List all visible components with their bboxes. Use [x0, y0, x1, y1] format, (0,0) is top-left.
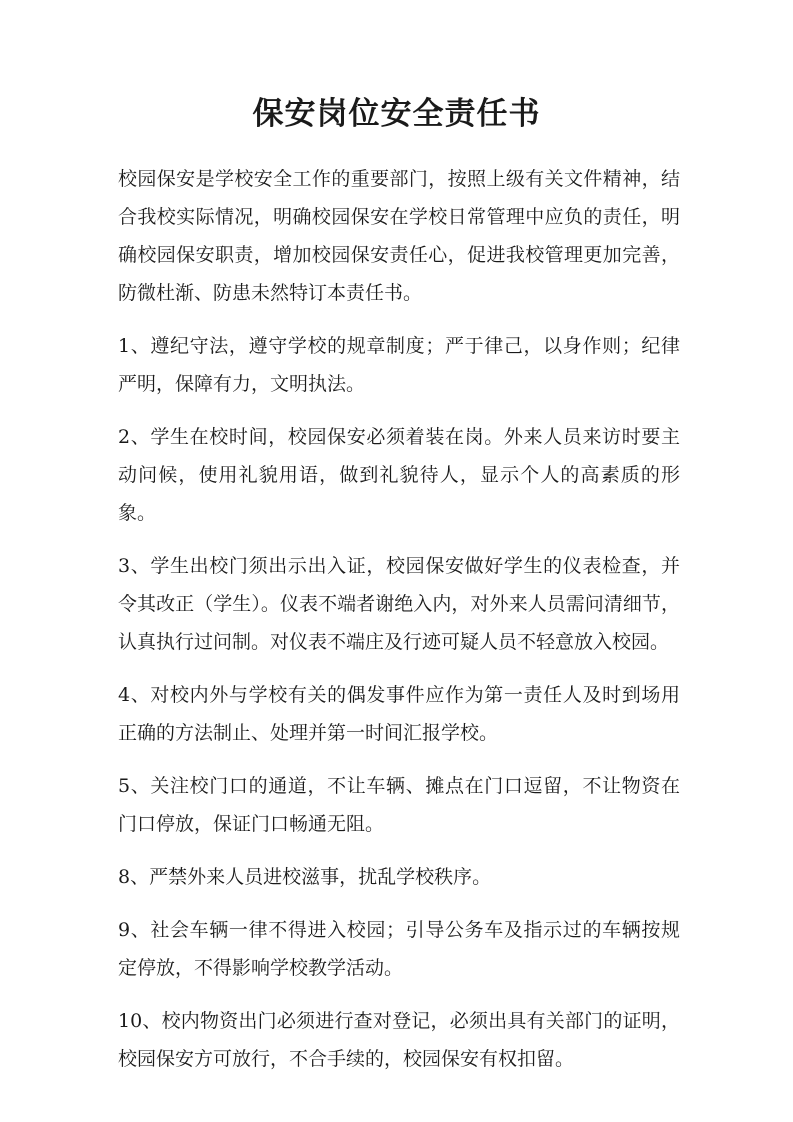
clause-paragraph: 9、社会车辆一律不得进入校园；引导公务车及指示过的车辆按规定停放，不得影响学校教学活动。 — [118, 919, 680, 979]
clause-paragraph: 4、对校内外与学校有关的偶发事件应作为第一责任人及时到场用正确的方法制止、处理并第一时间汇报学校。 — [118, 684, 680, 744]
clause-paragraph: 5、关注校门口的通道，不让车辆、摊点在门口逗留，不让物资在门口停放，保证门口畅通无阻。 — [118, 775, 680, 835]
clause-paragraph: 2、学生在校时间，校园保安必须着装在岗。外来人员来访时要主动问候，使用礼貌用语，做到礼貌待人，显示个人的高素质的形象。 — [118, 426, 680, 524]
clause-paragraph: 8、严禁外来人员进校滋事，扰乱学校秩序。 — [118, 866, 492, 888]
document-title: 保安岗位安全责任书 — [252, 96, 541, 132]
intro-paragraph: 校园保安是学校安全工作的重要部门，按照上级有关文件精神，结合我校实际情况，明确校园保安在学校日常管理中应负的责任，明确校园保安职责，增加校园保安责任心，促进我校管理更加完善，防微杜渐、防患未然特订本责任书。 — [118, 168, 680, 304]
document-body — [118, 160, 680, 1093]
clause-paragraph: 10、校内物资出门必须进行查对登记，必须出具有关部门的证明，校园保安方可放行，不合手续的，校园保安有权扣留。 — [118, 1010, 680, 1070]
clause-paragraph: 1、遵纪守法，遵守学校的规章制度；严于律己，以身作则；纪律严明，保障有力，文明执法。 — [118, 335, 680, 395]
clause-paragraph: 3、学生出校门须出示出入证，校园保安做好学生的仪表检查，并令其改正（学生）。仪表不端者谢绝入内，对外来人员需问清细节，认真执行过问制。对仪表不端庄及行迹可疑人员不轻意放入校园。 — [118, 555, 680, 653]
